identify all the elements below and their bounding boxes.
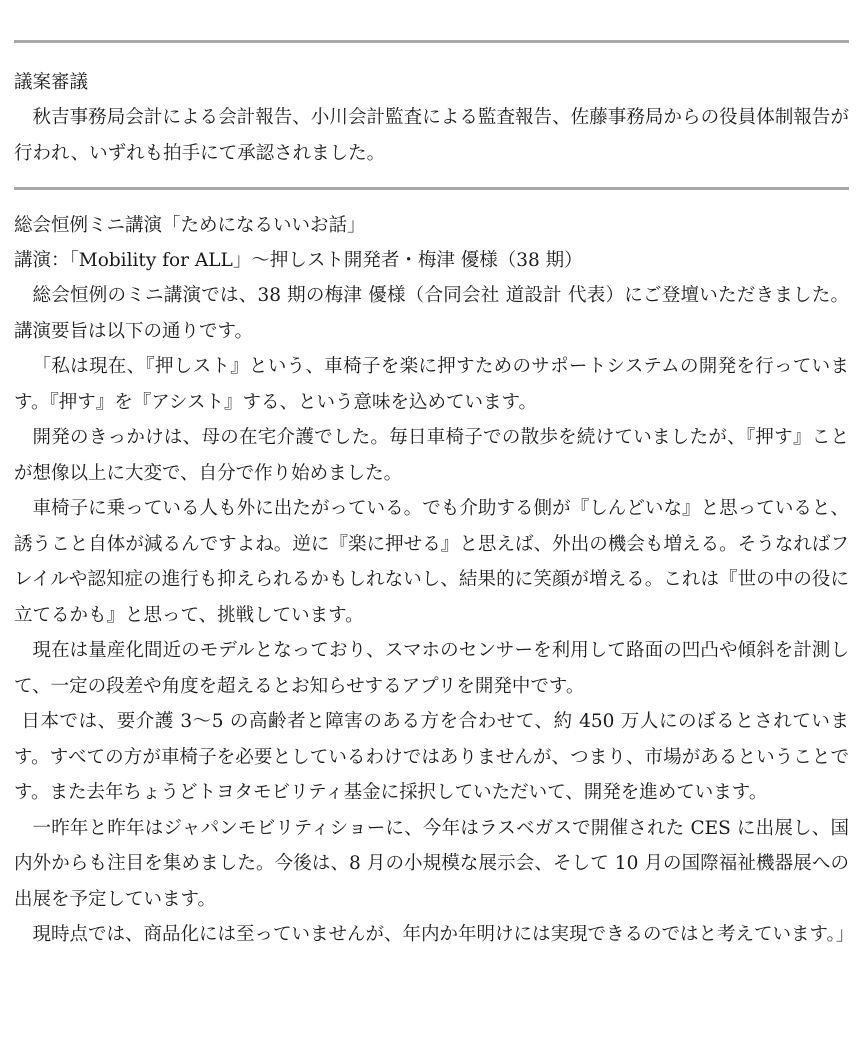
document-page <box>0 40 857 1064</box>
lecture-paragraph: 現在は量産化間近のモデルとなっており、スマホのセンサーを利用して路面の凹凸や傾斜を計測して、一定の段差や角度を超えるとお知らせするアプリを開発中です。 <box>14 640 849 697</box>
lecture-heading: 総会恒例ミニ講演「ためになるいいお話」 <box>14 215 366 236</box>
lecture-subheading: 講演：「Mobility for ALL」〜押しスト開発者・梅津 優様（38 期） <box>14 250 583 271</box>
lecture-section <box>14 190 855 953</box>
lecture-paragraph: 一昨年と昨年はジャパンモビリティショーに、今年はラスベガスで開催された CES に出展し、国内外からも注目を集めました。今後は、8 月の小規模な展示会、そして 10 月の国際福祉機器展への出展を予定しています。 <box>14 817 849 910</box>
agenda-heading: 議案審議 <box>14 72 89 93</box>
lecture-paragraph: 「私は現在、『押しスト』という、車椅子を楽に押すためのサポートシステムの開発を行っています。『押す』を『アシスト』する、という意味を込めています。 <box>14 356 849 413</box>
lecture-paragraph: 総会恒例のミニ講演では、38 期の梅津 優様（合同会社 道設計 代表）にご登壇いただきました。講演要旨は以下の通りです。 <box>14 285 849 342</box>
lecture-paragraph: 車椅子に乗っている人も外に出たがっている。でも介助する側が『しんどいな』と思っていると、誘うこと自体が減るんですよね。逆に『楽に押せる』と思えば、外出の機会も増える。そうなればフレイルや認知症の進行も抑えられるかもしれないし、結果的に笑顔が増える。これは『世の中の役に立てるかも』と思って、挑戦しています。 <box>14 498 849 626</box>
agenda-section <box>14 43 849 187</box>
lecture-paragraph: 現時点では、商品化には至っていませんが、年内か年明けには実現できるのではと考えています。」 <box>32 924 855 945</box>
agenda-paragraph: 秋吉事務局会計による会計報告、小川会計監査による監査報告、佐藤事務局からの役員体制報告が行われ、いずれも拍手にて承認されました。 <box>14 107 849 164</box>
lecture-paragraph: 開発のきっかけは、母の在宅介護でした。毎日車椅子での散歩を続けていましたが、『押す』ことが想像以上に大変で、自分で作り始めました。 <box>14 427 849 484</box>
lecture-paragraph: 日本では、要介護 3〜5 の高齢者と障害のある方を合わせて、約 450 万人にのぼるとされています。すべての方が車椅子を必要としているわけではありませんが、つまり、市場があるということです。また去年ちょうどトヨタモビリティ基金に採択していただいて、開発を進めています。 <box>14 711 849 803</box>
